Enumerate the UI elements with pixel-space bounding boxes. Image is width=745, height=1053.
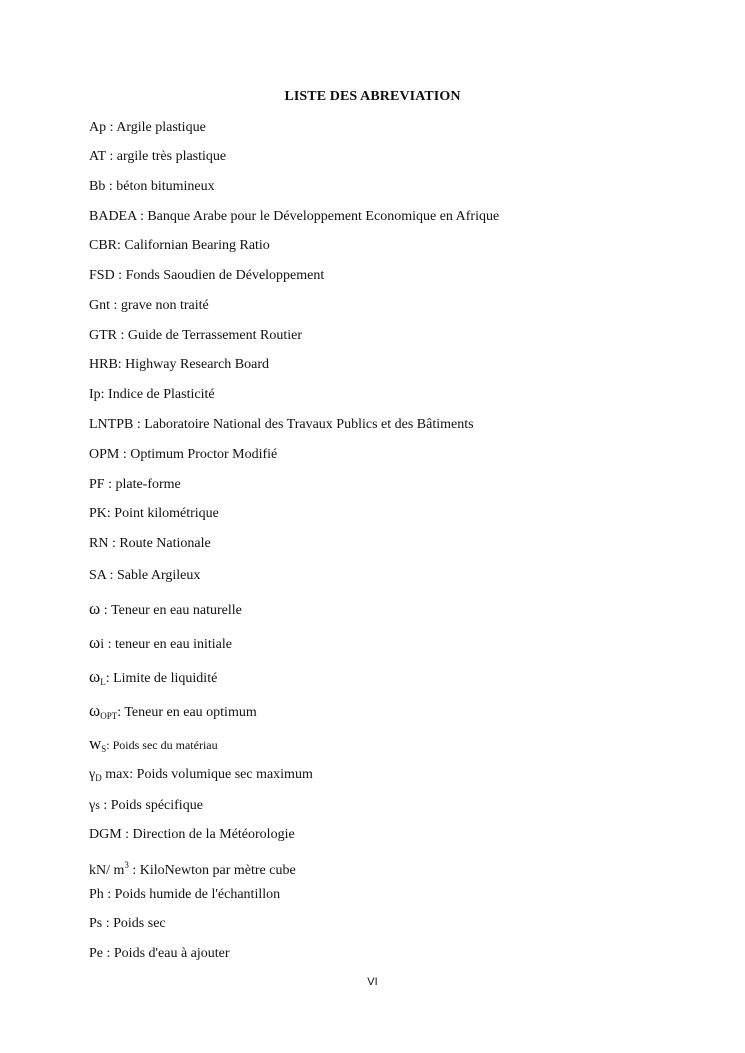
gamma-d-subscript: D [95,773,102,783]
abbreviation-pe: Pe : Poids d'eau à ajouter [89,946,230,961]
abbreviation-kn [89,857,296,879]
abbreviation-ws [89,736,218,757]
abbreviation-opm: OPM : Optimum Proctor Modifié [89,447,278,462]
omega-opt-definition: : Teneur en eau optimum [117,705,257,720]
abbreviation-rn: RN : Route Nationale [89,536,211,551]
abbreviation-gnt: Gnt : grave non traité [89,298,209,313]
abbreviation-omega [89,601,242,619]
abbreviation-ph: Ph : Poids humide de l'échantillon [89,887,281,902]
omega-definition: : Teneur en eau naturelle [100,603,242,618]
abbreviation-gamma-s [89,797,203,814]
abbreviation-pk: PK: Point kilométrique [89,506,219,521]
abbreviation-sa: SA : Sable Argileux [89,568,201,583]
ws-definition: : Poids sec du matériau [106,738,218,752]
abbreviation-bb: Bb : béton bitumineux [89,179,215,194]
abbreviation-gtr: GTR : Guide de Terrassement Routier [89,328,302,343]
omega-l-symbol: ω [89,667,101,686]
abbreviation-omega-opt [89,703,257,724]
abbreviation-hrb: HRB: Highway Research Board [89,357,270,372]
kn-superscript: 3 [124,860,129,870]
abbreviation-gamma-d [89,767,313,786]
abbreviation-ap: Ap : Argile plastique [89,120,206,135]
omega-opt-symbol: ω [89,701,101,720]
gamma-d-definition: max: Poids volumique sec maximum [101,767,313,782]
kn-definition: : KiloNewton par mètre cube [128,863,296,878]
gamma-s-suffix: s [95,798,100,812]
abbreviation-omega-l [89,669,217,690]
omega-l-subscript: L [100,677,106,687]
ws-symbol: w [89,734,102,753]
omega-i-symbol: ω [89,633,101,652]
gamma-s-symbol: γ [89,798,96,813]
gamma-d-symbol: γ [89,767,96,782]
kn-prefix: kN/ m [89,863,125,878]
omega-l-definition: : Limite de liquidité [105,671,218,686]
page-number: VI [367,976,378,988]
abbreviation-ip: Ip: Indice de Plasticité [89,387,215,402]
omega-opt-subscript: OPT [100,711,118,721]
abbreviation-badea: BADEA : Banque Arabe pour le Développement Economique en Afrique [89,209,500,224]
omega-i-suffix: i [100,637,105,652]
abbreviation-at: AT : argile très plastique [89,149,227,164]
abbreviation-dgm: DGM : Direction de la Météorologie [89,827,295,842]
omega-i-definition: : teneur en eau initiale [104,637,232,652]
gamma-s-definition: : Poids spécifique [99,798,203,813]
abbreviation-omega-i [89,635,232,653]
abbreviation-lntpb: LNTPB : Laboratoire National des Travaux Publics et des Bâtiments [89,417,474,432]
ws-subscript: S [101,744,107,754]
omega-symbol: ω [89,599,101,618]
abbreviation-cbr: CBR: Californian Bearing Ratio [89,238,270,253]
page-title: LISTE DES ABREVIATION [284,89,461,104]
abbreviation-ps: Ps : Poids sec [89,916,166,931]
abbreviation-fsd: FSD : Fonds Saoudien de Développement [89,268,325,283]
abbreviation-pf: PF : plate-forme [89,477,181,492]
